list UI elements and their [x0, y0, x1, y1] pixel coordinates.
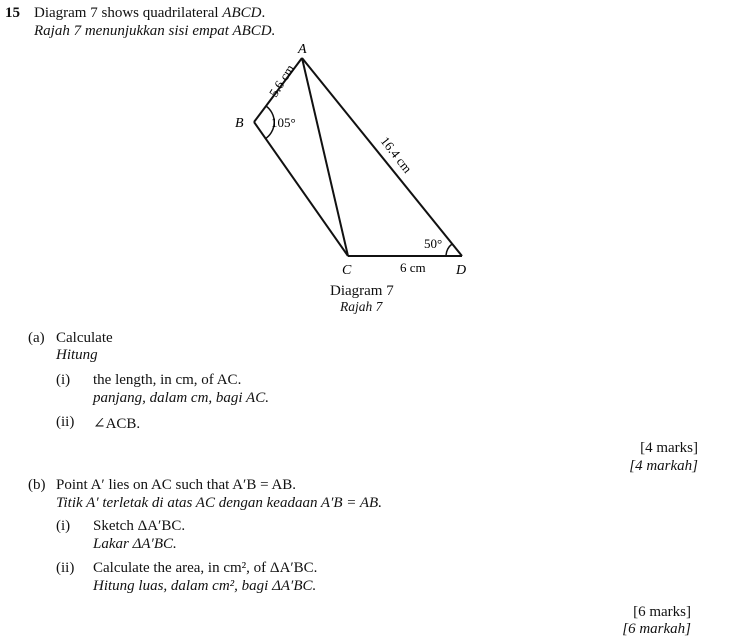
part-b-ii-ms: Hitung luas, dalam cm², bagi ΔA′BC. — [93, 578, 317, 594]
part-a-marks-ms: [4 markah] — [629, 458, 698, 474]
part-b-label: (b) — [28, 477, 46, 493]
part-b-stem-en: Point A′ lies on AC such that A′B = AB. — [56, 477, 297, 493]
vertex-c: C — [342, 263, 352, 278]
diagram-caption-en: Diagram 7 — [330, 283, 394, 299]
part-b-ii-label: (ii) — [56, 560, 75, 576]
part-a-ii-label: (ii) — [56, 414, 75, 430]
part-a-label: (a) — [28, 330, 45, 346]
part-b-ii-en: Calculate the area, in cm², of ΔA′BC. — [93, 560, 318, 576]
side-bc-line — [254, 122, 348, 256]
part-b-i-label: (i) — [56, 518, 71, 534]
part-b-marks-en: [6 marks] — [633, 604, 691, 620]
part-b-i-en: Sketch ΔA′BC. — [93, 518, 186, 534]
part-a-ii-en: ∠ACB. — [93, 416, 141, 432]
question-stem-ms: Rajah 7 menunjukkan sisi empat ABCD. — [34, 23, 276, 39]
angle-b-label: 105° — [271, 115, 296, 130]
part-a-i-ms: panjang, dalam cm, bagi AC. — [93, 390, 269, 406]
part-a-i-label: (i) — [56, 372, 71, 388]
stem-en-shape: ABCD — [222, 5, 262, 21]
part-a-title-en: Calculate — [56, 330, 113, 346]
part-a-marks-en: [4 marks] — [640, 440, 698, 456]
part-b-marks-ms: [6 markah] — [622, 621, 691, 637]
angle-d-arc — [446, 244, 452, 256]
angle-d-label: 50° — [424, 236, 443, 251]
stem-en-post: . — [261, 5, 266, 21]
vertex-a: A — [298, 42, 307, 57]
diagram-caption-ms: Rajah 7 — [340, 299, 383, 314]
part-b-i-ms: Lakar ΔA′BC. — [93, 536, 177, 552]
part-a-title-ms: Hitung — [56, 347, 98, 363]
part-a-i-en: the length, in cm, of AC. — [93, 372, 242, 388]
question-number: 15 — [5, 5, 20, 21]
vertex-b: B — [235, 116, 244, 131]
stem-en-pre: Diagram 7 shows quadrilateral — [34, 5, 223, 21]
vertex-d: D — [456, 263, 467, 278]
part-b-stem-ms: Titik A′ terletak di atas AC dengan keadaan A′B = AB. — [56, 495, 382, 511]
side-ad-label: 16.4 cm — [377, 133, 416, 176]
side-ab-label: 5.6 cm — [265, 61, 298, 100]
side-cd-label: 6 cm — [400, 260, 426, 275]
